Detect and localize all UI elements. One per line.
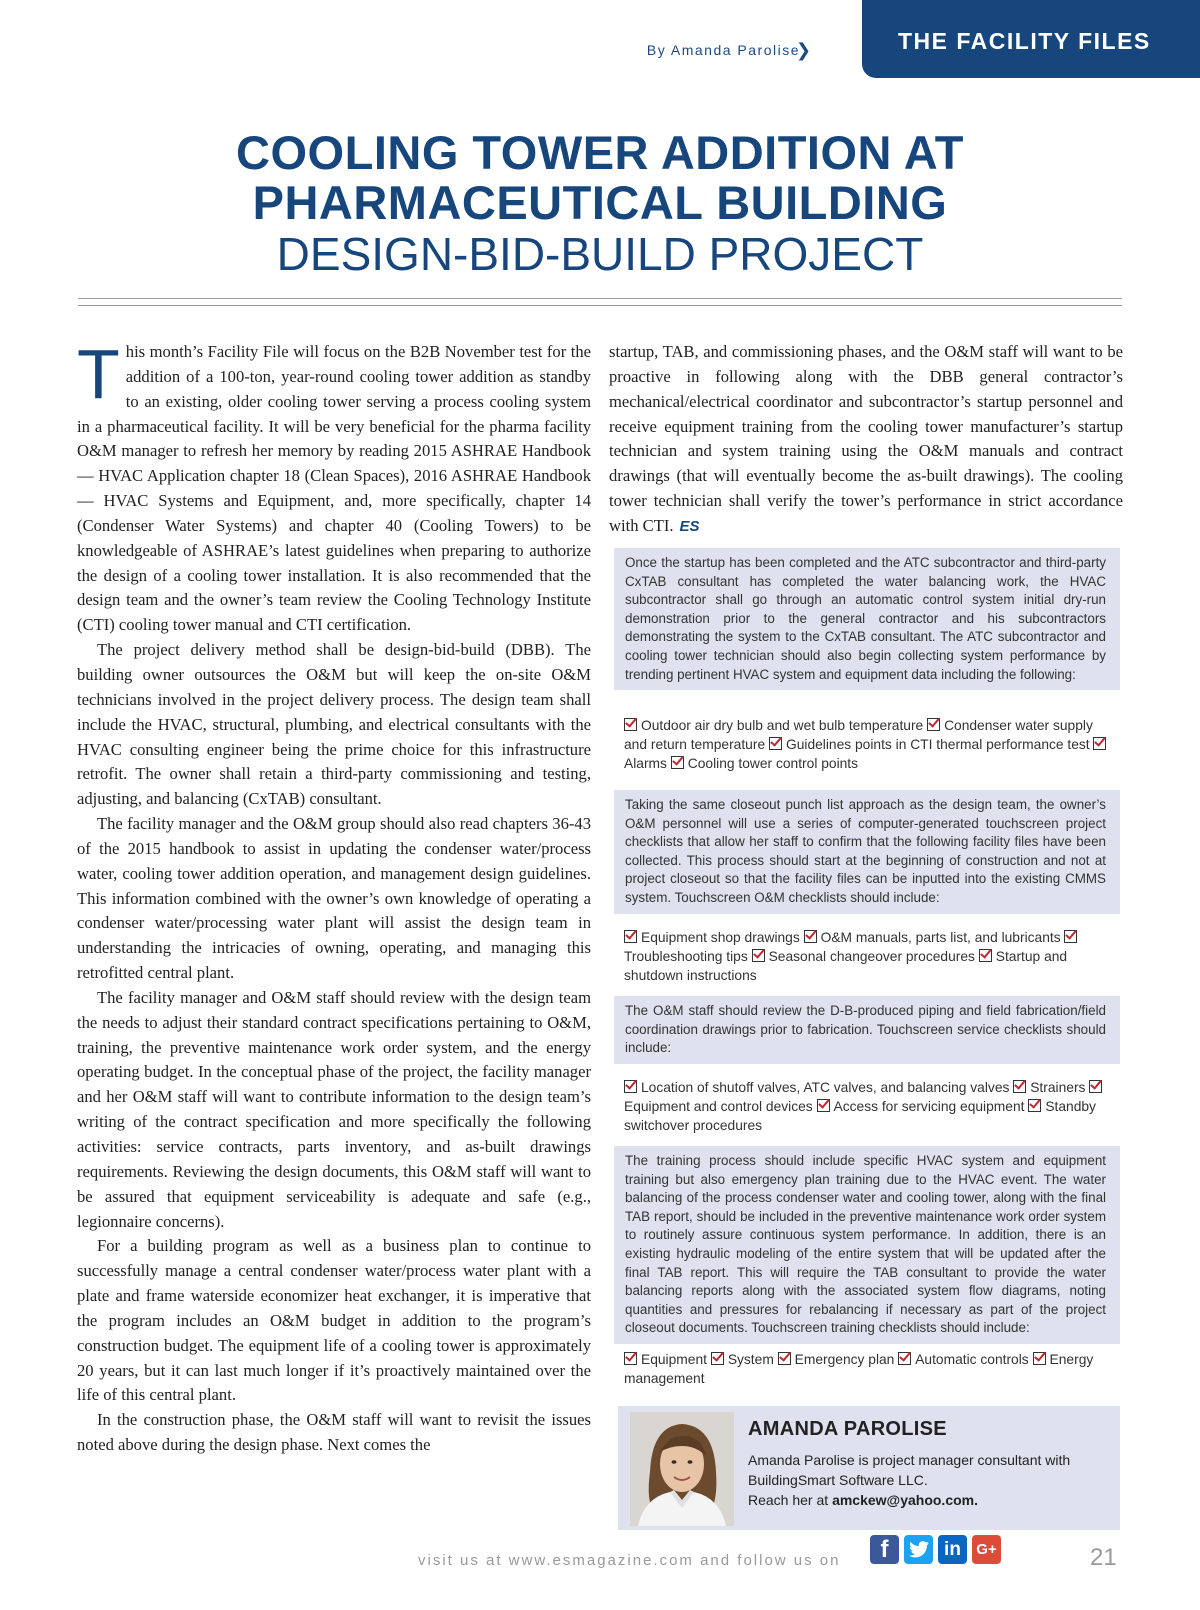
checklist-item: System (727, 1352, 774, 1367)
linkedin-icon[interactable]: in (938, 1535, 967, 1564)
end-mark: ES (679, 517, 700, 535)
section-tab (862, 0, 1200, 78)
divider-top (78, 298, 1122, 299)
byline: By Amanda Parolise (646, 42, 800, 58)
article-paragraph-3: The facility manager and the O&M group should also read chapters 36-43 of the 2015 handbook to assist in updating the condenser water/process water, cooling tower addition operation, and management design guidelines. This information combined with the owner’s own knowledge of operating a condenser water/processing water plant will assist the design team in understanding the intricacies of owning, operating, and managing this retrofitted central plant. (77, 814, 591, 983)
sidebar-box-4: The training process should include specific HVAC system and equipment training but also emergency plan training due to the HVAC event. The water balancing of the process condenser water and cooling tower, along with the final TAB report, should be included in the preventive maintenance work order system to routinely assure continuous system performance. In addition, there is an existing hydraulic modeling of the entire system that will be updated after the final TAB report. This will require the TAB consultant to provide the water balancing reports along with the associated system flow diagrams, noting quantities and pressures for rebalancing if necessary as part of the project closeout documents. Touchscreen training checklists should include: (614, 1146, 1120, 1344)
checkbox-icon (1028, 1099, 1041, 1112)
checkbox-icon (769, 737, 782, 750)
checklist-item: Cooling tower control points (687, 756, 859, 771)
checklist-item: Access for servicing equipment (833, 1099, 1025, 1114)
checklist-item: Standby switchover procedures (624, 1099, 1096, 1133)
author-email-link[interactable]: amckew@yahoo.com. (832, 1492, 978, 1508)
checkbox-icon (979, 949, 992, 962)
checklist-item: Startup and shutdown instructions (624, 949, 1068, 983)
sidebar-box-1: Once the startup has been completed and the ATC subcontractor and third-party CxTAB consultant has completed the water balancing work, the HVAC subcontractor shall go through an automatic control system initial dry-run demonstration prior to the general contractor and his subcontractors demonstrating the system to the CxTAB consultant. The ATC subcontractor and cooling tower technician should also begin collecting system performance by trending pertinent HVAC system and equipment data including the following: (614, 548, 1120, 690)
article-paragraph-2: The project delivery method shall be design-bid-build (DBB). The building owner outsources the O&M but will keep the on-site O&M technicians involved in the project delivery process. The design team shall include the HVAC, structural, plumbing, and electrical consultants with the HVAC consulting engineer being the prime choice for this infrastructure retrofit. The owner shall retain a third-party commissioning and testing, adjusting, and balancing (CxTAB) consultant. (77, 640, 591, 809)
paragraph-text: his month’s Facility File will focus on the B2B November test for the addition of a 100-ton, year-round cooling tower addition as standby to an existing, older cooling tower serving a process cooling system in a pharmaceutical facility. It will be very beneficial for the pharma facility O&M manager to refresh her memory by reading 2015 ASHRAE Handbook — HVAC Application chapter 18 (Clean Spaces), 2016 ASHRAE Handbook — HVAC Systems and Equipment, and, more specifically, chapter 14 (Condenser Water Systems) and chapter 40 (Cooling Towers) to be knowledgeable of ASHRAE’s latest guidelines when preparing to authorize the design of a cooling tower installation. It is also recommended that the design team and the owner’s team review the Cooling Technology Institute (CTI) cooling tower manual and CTI certification. (77, 342, 591, 635)
checkbox-icon (624, 1352, 637, 1365)
chevron-right-icon: ❯ (796, 40, 812, 61)
checkbox-icon (898, 1352, 911, 1365)
article-paragraph-6: In the construction phase, the O&M staff will want to revisit the issues noted above during the design phase. Next comes the (77, 1410, 591, 1455)
sidebar-box-2: Taking the same closeout punch list approach as the design team, the owner’s O&M personnel will use a series of computer-generated touchscreen project checklists that allow her staff to confirm that the following facility files have been collected. This process should start at the beginning of construction and not at project closeout so that the facility files can be inputted into the existing CMMS system. Touchscreen O&M checklists should include: (614, 790, 1120, 914)
twitter-icon[interactable] (904, 1535, 933, 1564)
author-role: Amanda Parolise is project manager consultant with BuildingSmart Software LLC. (748, 1452, 1071, 1488)
googleplus-icon[interactable]: G+ (972, 1535, 1001, 1564)
checklist-1 (624, 716, 1118, 773)
footer-text: visit us at www.esmagazine.com and follow us on (418, 1552, 841, 1569)
section-label: THE FACILITY FILES (898, 27, 1151, 54)
checkbox-icon (624, 718, 637, 731)
checklist-item: O&M manuals, parts list, and lubricants (820, 930, 1061, 945)
checklist-item: Guidelines points in CTI thermal performance test (785, 737, 1090, 752)
checklist-3 (624, 1078, 1118, 1135)
checklist-item: Strainers (1030, 1080, 1086, 1095)
checkbox-icon (778, 1352, 791, 1365)
author-description (748, 1450, 1108, 1510)
checklist-item: Condenser water supply and return temperature (624, 718, 1093, 752)
checklist-item: Equipment (641, 1352, 707, 1367)
checklist-item: Troubleshooting tips (624, 949, 748, 964)
checkbox-icon (752, 949, 765, 962)
headline-line-2: PHARMACEUTICAL BUILDING (252, 176, 948, 229)
sidebar-box-3: The O&M staff should review the D-B-produced piping and field fabrication/field coordination drawings prior to fabrication. Touchscreen service checklists should include: (614, 996, 1120, 1064)
author-bio (618, 1406, 1120, 1530)
checkbox-icon (817, 1099, 830, 1112)
contact-prefix: Reach her at (748, 1492, 833, 1508)
checkbox-icon (1064, 930, 1077, 943)
page-number: 21 (1090, 1544, 1117, 1571)
checkbox-icon (1089, 1080, 1102, 1093)
checklist-item: Equipment shop drawings (641, 930, 800, 945)
article-paragraph-5: For a building program as well as a business plan to continue to successfully manage a central condenser water/process water plant with a plate and frame waterside economizer heat exchanger, it is imperative that the program includes an O&M budget in addition to the program’s construction budget. The equipment life of a cooling tower is approximately 20 years, but it can last much longer if it’s proactively maintained over the life of this central plant. (77, 1236, 591, 1405)
checkbox-icon (1093, 737, 1106, 750)
author-portrait-icon (630, 1412, 734, 1526)
checklist-item: Alarms (624, 756, 667, 771)
twitter-bird-icon (909, 1541, 929, 1558)
facebook-icon[interactable]: f (870, 1535, 899, 1564)
headline-subtitle: DESIGN-BID-BUILD PROJECT (276, 228, 924, 280)
checkbox-icon (624, 1080, 637, 1093)
checkbox-icon (711, 1352, 724, 1365)
author-photo (630, 1412, 734, 1526)
checklist-4 (624, 1350, 1118, 1388)
article-paragraph-4: The facility manager and O&M staff should review with the design team the needs to adjust their standard contract specifications pertaining to O&M, training, the preventive maintenance work order system, and the energy operating budget. In the conceptual phase of the project, the facility manager and her O&M staff will want to contribute information to the design team’s writing of the contract specification and more specifically the following activities: service contracts, parts inventory, and as-built drawings requirements. Reviewing the design documents, this O&M staff will want to be assured that equipment serviceability is adequate and safe (e.g., legionnaire concerns). (77, 987, 591, 1231)
checklist-item: Equipment and control devices (624, 1099, 813, 1114)
headline (0, 128, 1200, 280)
article-paragraph-1 (77, 335, 591, 638)
checkbox-icon (1033, 1352, 1046, 1365)
checklist-item: Location of shutoff valves, ATC valves, and balancing valves (641, 1080, 1010, 1095)
checklist-item: Seasonal changeover procedures (768, 949, 975, 964)
checkbox-icon (927, 718, 940, 731)
drop-cap: T (77, 335, 120, 413)
headline-line-1: COOLING TOWER ADDITION AT (236, 126, 964, 179)
checklist-item: Energy management (624, 1352, 1094, 1386)
checklist-item: Emergency plan (794, 1352, 895, 1367)
checklist-2 (624, 928, 1118, 985)
article-paragraph-7 (609, 340, 1123, 540)
checkbox-icon (671, 756, 684, 769)
checkbox-icon (1013, 1080, 1026, 1093)
checkbox-icon (624, 930, 637, 943)
paragraph-text: startup, TAB, and commissioning phases, and the O&M staff will want to be proactive in following along with the DBB general contractor’s mechanical/electrical coordinator and subcontractor’s startup personnel and receive equipment training from the cooling tower manufacturer’s startup technician and system training using the O&M manuals and contract drawings (that will eventually become the as-built drawings). The cooling tower technician shall verify the tower’s performance in strict accordance with CTI. (609, 342, 1123, 535)
checklist-item: Automatic controls (915, 1352, 1029, 1367)
article-column-left (77, 335, 591, 1458)
checkbox-icon (804, 930, 817, 943)
checklist-item: Outdoor air dry bulb and wet bulb temperature (641, 718, 924, 733)
divider-bottom (78, 305, 1122, 306)
article-column-right (609, 340, 1123, 540)
author-name: AMANDA PAROLISE (748, 1418, 947, 1440)
